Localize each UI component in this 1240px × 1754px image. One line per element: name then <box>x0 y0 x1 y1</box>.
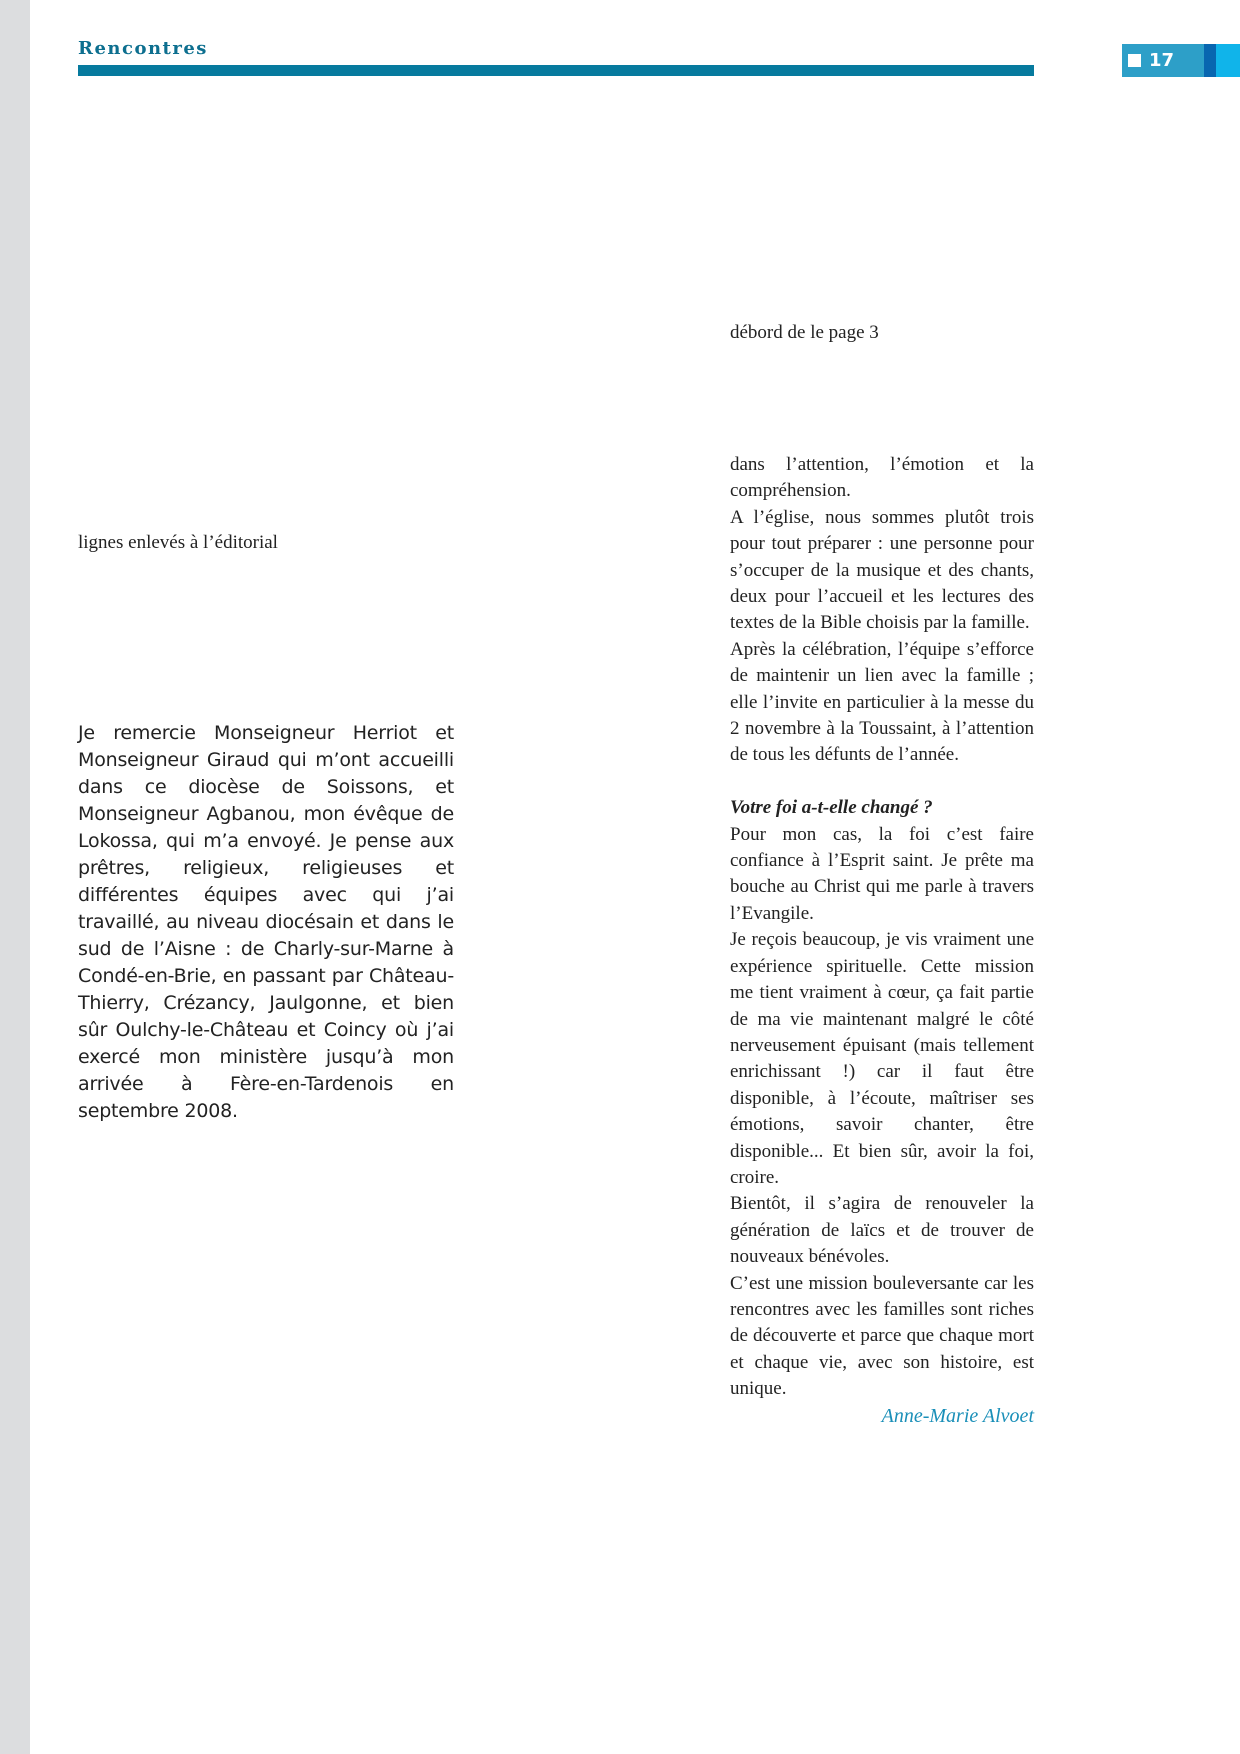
paragraph: dans l’attention, l’émotion et la compréhension. <box>730 454 1034 502</box>
page-tab-light <box>1216 44 1240 77</box>
page-tab-dark <box>1204 44 1216 77</box>
question-heading: Votre foi a-t-elle changé ? <box>730 797 933 819</box>
paragraph: Bientôt, il s’agira de renouveler la génération de laïcs et de trouver de nouveaux bénévoles. <box>730 1193 1034 1268</box>
paragraph: Je reçois beaucoup, je vis vraiment une expérience spirituelle. Cette mission me tient vraiment à cœur, ça fait partie de ma vie maintenant malgré le côté nerveusement épuisant (mais tellement enrichissant !) car il faut être disponible, à l’écoute, maîtriser ses émotions, savoir chanter, être disponible... Et bien sûr, avoir la foi, croire. <box>730 929 1034 1188</box>
right-column <box>730 452 1034 1429</box>
paragraph: C’est une mission bouleversante car les rencontres avec les familles sont riches de découverte et parce que chaque mort et chaque vie, avec son histoire, est unique. <box>730 1272 1034 1400</box>
header-rule <box>78 65 1034 76</box>
removed-lines-note: lignes enlevés à l’éditorial <box>78 532 278 553</box>
paragraph: Après la célébration, l’équipe s’efforce de maintenir un lien avec la famille ; elle l’invite en particulier à la messe du 2 novembre à la Toussaint, à l’attention de tous les défunts de l’année. <box>730 638 1034 766</box>
page-number: 17 <box>1149 50 1175 71</box>
author-signature: Anne-Marie Alvoet <box>881 1404 1034 1427</box>
page-margin-strip <box>0 0 30 1754</box>
paragraph: Pour mon cas, la foi c’est faire confiance à l’Esprit saint. Je prête ma bouche au Christ qui me parle à travers l’Evangile. <box>730 823 1034 924</box>
overflow-note: débord de le page 3 <box>730 322 879 343</box>
page-number-badge <box>1122 44 1204 77</box>
square-icon <box>1128 54 1141 67</box>
paragraph: A l’église, nous sommes plutôt trois pour tout préparer : une personne pour s’occuper de la musique et des chants, deux pour l’accueil et les lectures des textes de la Bible choisis par la famille. <box>730 506 1034 634</box>
section-title: Rencontres <box>78 38 208 59</box>
left-column-paragraph: Je remercie Monseigneur Herriot et Monseigneur Giraud qui m’ont accueilli dans ce diocèse de Soissons, et Monseigneur Agbanou, mon évêque de Lokossa, qui m’a envoyé. Je pense aux prêtres, religieux, religieuses et différentes équipes avec qui j’ai travaillé, au niveau diocésain et dans le sud de l’Aisne : de Charly-sur-Marne à Condé-en-Brie, en passant par Château-Thierry, Crézancy, Jaulgonne, et bien sûr Oulchy-le-Château et Coincy où j’ai exercé mon ministère jusqu’à mon arrivée à Fère-en-Tardenois en septembre 2008. <box>78 722 454 1122</box>
